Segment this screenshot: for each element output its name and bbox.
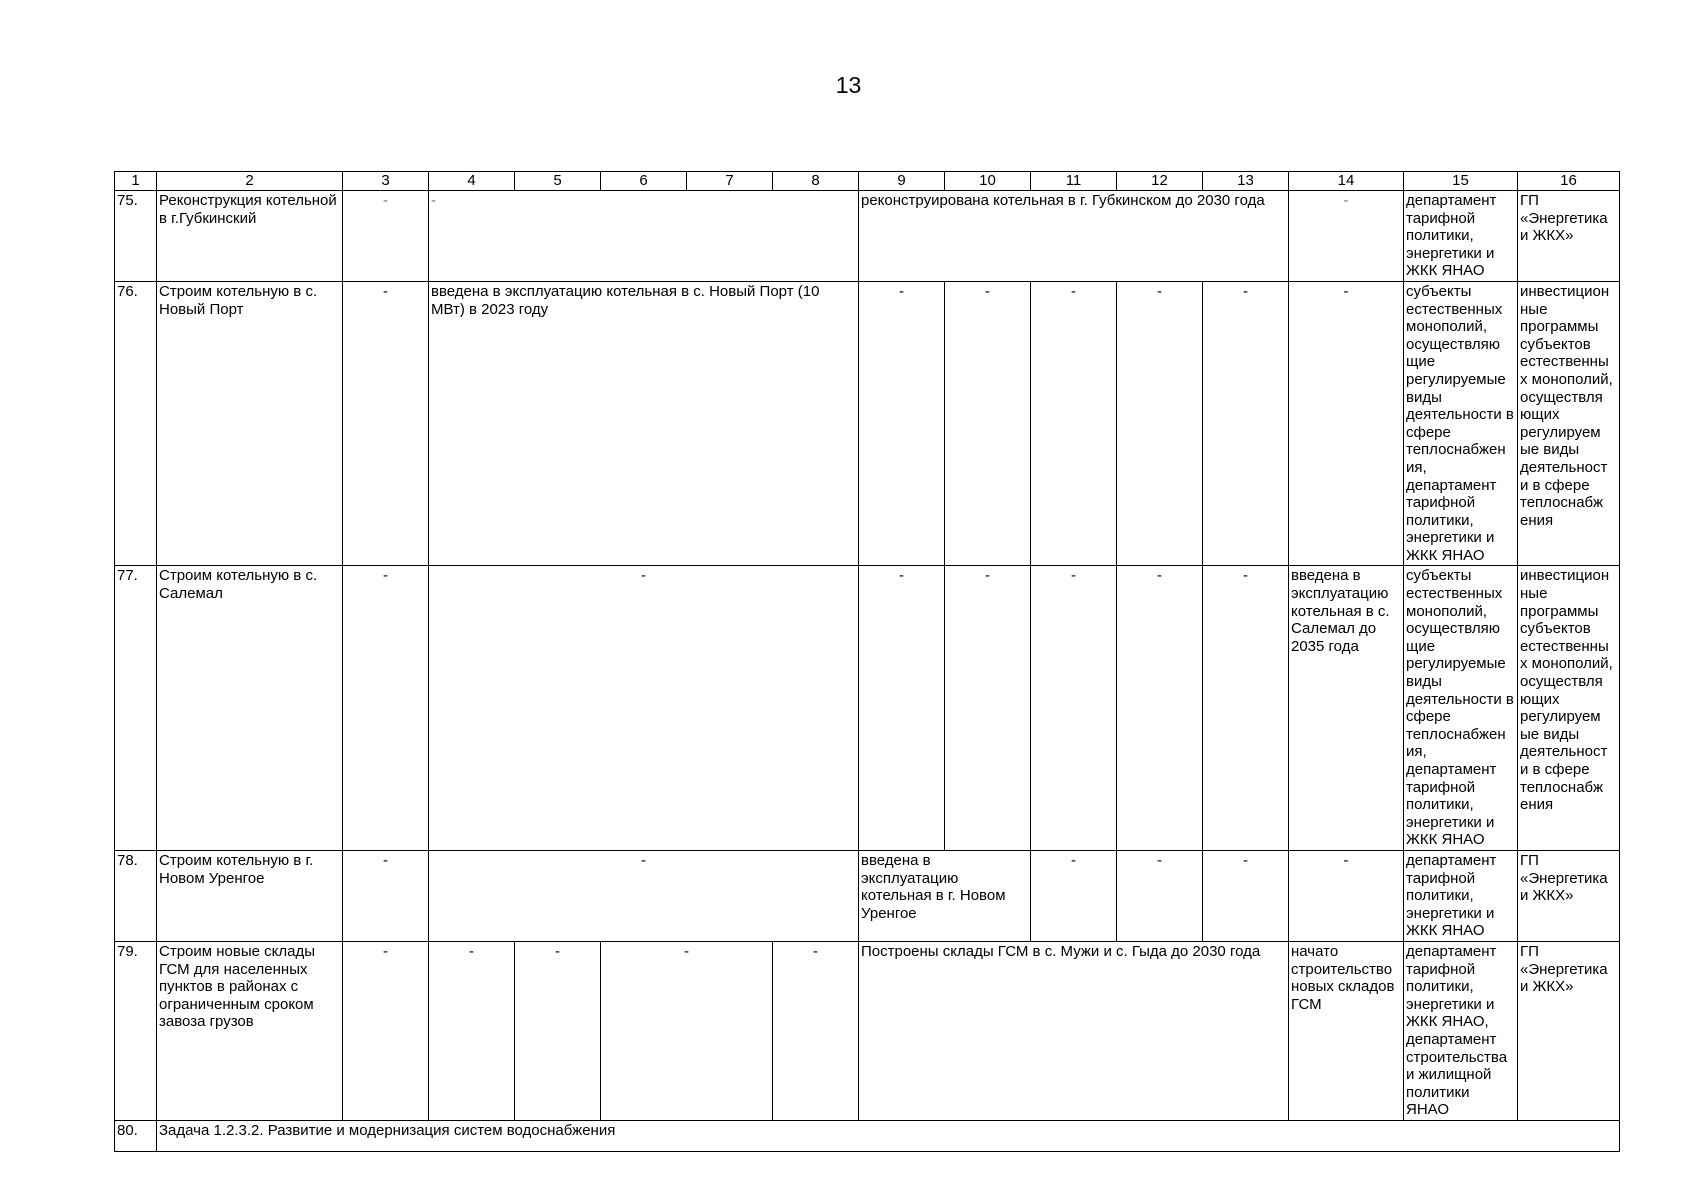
cell-value: - [515,941,601,1120]
cell-value: - [1031,566,1117,851]
column-number: 13 [1203,172,1289,191]
responsible-executor: департамент тарифной политики, энергетики и ЖКК ЯНАО, департамент строительства и жилищной политики ЯНАО [1404,941,1518,1120]
column-number: 11 [1031,172,1117,191]
measure-name: Строим котельную в с. Новый Порт [157,281,343,566]
column-number: 14 [1289,172,1404,191]
cell-value: - [1117,850,1203,941]
plan-table [114,171,1620,1152]
table-row [115,191,1620,282]
row-number: 78. [115,850,157,941]
cell-value: - [429,191,859,282]
measure-name: Реконструкция котельной в г.Губкинский [157,191,343,282]
funding-source: ГП «Энергетика и ЖКХ» [1518,850,1620,941]
column-number: 16 [1518,172,1620,191]
column-number: 10 [945,172,1031,191]
row-number: 80. [115,1120,157,1151]
column-number: 4 [429,172,515,191]
cell-value: - [859,281,945,566]
cell-value: - [1031,850,1117,941]
cell-value: - [429,566,859,851]
measure-name: Строим котельную в г. Новом Уренгое [157,850,343,941]
funding-source: ГП «Энергетика и ЖКХ» [1518,941,1620,1120]
column-number: 15 [1404,172,1518,191]
cell-value: - [945,566,1031,851]
cell-value: - [945,281,1031,566]
cell-value: - [1203,566,1289,851]
cell-value: - [1203,281,1289,566]
result-text: Построены склады ГСМ в с. Мужи и с. Гыда до 2030 года [859,941,1289,1120]
measure-name: Строим новые склады ГСМ для населенных пунктов в районах с ограниченным сроком завоза грузов [157,941,343,1120]
table-row [115,850,1620,941]
cell-value: - [1117,281,1203,566]
cell-value: - [343,941,429,1120]
cell-value: - [343,191,429,282]
result-text: введена в эксплуатацию котельная в с. Новый Порт (10 МВт) в 2023 году [429,281,859,566]
responsible-executor: субъекты естественных монополий, осуществляю щие регулируемые виды деятельности в сфере теплоснабжен ия, департамент тарифной политики, энергетики и ЖКК ЯНАО [1404,566,1518,851]
funding-source: ГП «Энергетика и ЖКХ» [1518,191,1620,282]
column-number: 1 [115,172,157,191]
row-number: 77. [115,566,157,851]
cell-value: - [1289,281,1404,566]
funding-source: инвестицион ные программы субъектов естественны х монополий, осуществля ющих регулируем ые виды деятельност и в сфере теплоснабж ения [1518,281,1620,566]
measure-name: Строим котельную в с. Салемал [157,566,343,851]
cell-value: - [773,941,859,1120]
cell-value: - [1031,281,1117,566]
column-number: 7 [687,172,773,191]
cell-value: - [1117,566,1203,851]
column-number: 3 [343,172,429,191]
table-row [115,1120,1620,1151]
cell-value: - [1289,191,1404,282]
cell-value: - [859,566,945,851]
column-number: 6 [601,172,687,191]
column-number: 12 [1117,172,1203,191]
funding-source: инвестицион ные программы субъектов естественны х монополий, осуществля ющих регулируем ые виды деятельност и в сфере теплоснабж ения [1518,566,1620,851]
cell-value: - [1203,850,1289,941]
result-text: реконструирована котельная в г. Губкинском до 2030 года [859,191,1289,282]
cell-value: - [601,941,773,1120]
responsible-executor: департамент тарифной политики, энергетики и ЖКК ЯНАО [1404,191,1518,282]
table-row [115,941,1620,1120]
result-text: введена в эксплуатацию котельная в г. Новом Уренгое [859,850,1031,941]
task-heading: Задача 1.2.3.2. Развитие и модернизация систем водоснабжения [157,1120,1620,1151]
page-number: 13 [835,72,862,98]
result-text: введена в эксплуатацию котельная в с. Салемал до 2035 года [1289,566,1404,851]
cell-value: - [343,566,429,851]
column-number-row [115,172,1620,191]
responsible-executor: субъекты естественных монополий, осуществляю щие регулируемые виды деятельности в сфере теплоснабжен ия, департамент тарифной политики, энергетики и ЖКК ЯНАО [1404,281,1518,566]
row-number: 79. [115,941,157,1120]
cell-value: - [343,850,429,941]
cell-value: - [429,850,859,941]
cell-value: - [1289,850,1404,941]
responsible-executor: департамент тарифной политики, энергетики и ЖКК ЯНАО [1404,850,1518,941]
row-number: 75. [115,191,157,282]
result-text: начато строительство новых складов ГСМ [1289,941,1404,1120]
column-number: 5 [515,172,601,191]
row-number: 76. [115,281,157,566]
cell-value: - [429,941,515,1120]
table-row [115,281,1620,566]
cell-value: - [343,281,429,566]
table-row [115,566,1620,851]
column-number: 2 [157,172,343,191]
column-number: 8 [773,172,859,191]
column-number: 9 [859,172,945,191]
